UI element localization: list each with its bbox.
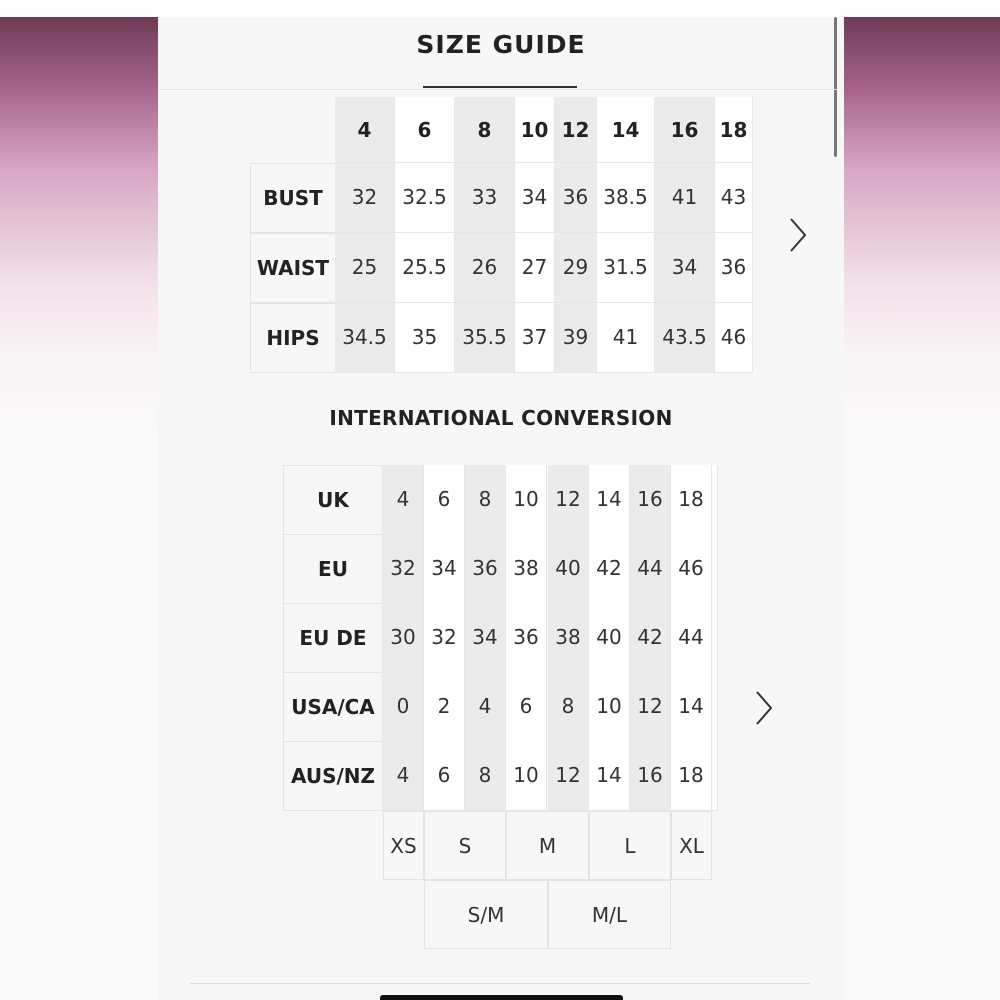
- conversion-value: 12: [548, 465, 589, 535]
- conversion-value: 42: [630, 603, 671, 673]
- letter-size: S: [424, 811, 506, 880]
- conversion-value: 38: [506, 534, 547, 604]
- conversion-value: 46: [671, 534, 712, 604]
- conversion-value: 18: [671, 465, 712, 535]
- measurement-value: 31.5: [597, 233, 655, 303]
- measurement-value: 34: [515, 163, 555, 233]
- measurement-value: 26: [455, 233, 515, 303]
- conversion-value: 6: [424, 465, 465, 535]
- conversion-title: INTERNATIONAL CONVERSION: [329, 406, 673, 430]
- conversion-value: 36: [506, 603, 547, 673]
- conversion-value: 36: [465, 534, 506, 604]
- conversion-value: 8: [465, 741, 506, 811]
- conversion-value: 4: [383, 465, 424, 535]
- measurement-value: 36: [715, 233, 753, 303]
- conversion-value: 10: [589, 672, 630, 742]
- combo-size: M/L: [548, 880, 671, 949]
- measurement-value: 32.5: [395, 163, 455, 233]
- measurement-label: BUST: [250, 163, 336, 233]
- conversion-value: 16: [630, 465, 671, 535]
- chevron-right-icon[interactable]: [751, 688, 777, 728]
- conversion-value: 30: [383, 603, 424, 673]
- conversion-value: 6: [424, 741, 465, 811]
- measurement-value: 43: [715, 163, 753, 233]
- background-right: [844, 17, 1000, 1000]
- table-edge: [712, 465, 718, 811]
- letter-size: L: [589, 811, 671, 880]
- measurement-value: 41: [655, 163, 715, 233]
- measurement-value: 29: [555, 233, 597, 303]
- measurement-value: 39: [555, 303, 597, 373]
- measurement-value: 35.5: [455, 303, 515, 373]
- region-label: USA/CA: [283, 672, 383, 742]
- conversion-value: 44: [671, 603, 712, 673]
- conversion-value: 10: [506, 465, 547, 535]
- region-label: UK: [283, 465, 383, 535]
- conversion-value: 14: [589, 741, 630, 811]
- active-tab-underline: [423, 86, 577, 88]
- measurement-value: 35: [395, 303, 455, 373]
- measurement-value: 34: [655, 233, 715, 303]
- conversion-value: 44: [630, 534, 671, 604]
- conversion-value: 40: [548, 534, 589, 604]
- letter-size: XL: [671, 811, 712, 880]
- measurement-value: 25.5: [395, 233, 455, 303]
- size-header: 8: [455, 97, 515, 163]
- conversion-value: 12: [630, 672, 671, 742]
- measurement-value: 41: [597, 303, 655, 373]
- conversion-value: 4: [465, 672, 506, 742]
- letter-size: M: [506, 811, 589, 880]
- header-divider: [158, 89, 838, 90]
- measurement-value: 38.5: [597, 163, 655, 233]
- conversion-value: 14: [671, 672, 712, 742]
- measurement-value: 33: [455, 163, 515, 233]
- region-label: AUS/NZ: [283, 741, 383, 811]
- conversion-value: 0: [383, 672, 424, 742]
- conversion-value: 38: [548, 603, 589, 673]
- measurement-value: 36: [555, 163, 597, 233]
- measurement-value: 25: [335, 233, 395, 303]
- size-header: 10: [515, 97, 555, 163]
- footer-divider: [190, 983, 810, 984]
- region-label: EU DE: [283, 603, 383, 673]
- combo-size: S/M: [424, 880, 548, 949]
- page-title: SIZE GUIDE: [416, 30, 586, 59]
- conversion-value: 34: [424, 534, 465, 604]
- size-header: 16: [655, 97, 715, 163]
- measurement-value: 32: [335, 163, 395, 233]
- conversion-value: 10: [506, 741, 547, 811]
- conversion-value: 14: [589, 465, 630, 535]
- conversion-value: 18: [671, 741, 712, 811]
- letter-size: XS: [383, 811, 424, 880]
- size-header: 6: [395, 97, 455, 163]
- conversion-value: 8: [465, 465, 506, 535]
- measurement-value: 37: [515, 303, 555, 373]
- background-left: [0, 17, 158, 1000]
- size-header: 12: [555, 97, 597, 163]
- measurement-value: 46: [715, 303, 753, 373]
- conversion-value: 40: [589, 603, 630, 673]
- region-label: EU: [283, 534, 383, 604]
- conversion-value: 8: [548, 672, 589, 742]
- home-indicator: [380, 995, 623, 1000]
- measurement-value: 34.5: [335, 303, 395, 373]
- measurement-value: 43.5: [655, 303, 715, 373]
- measurement-value: 27: [515, 233, 555, 303]
- conversion-value: 16: [630, 741, 671, 811]
- conversion-value: 32: [383, 534, 424, 604]
- size-header: 18: [715, 97, 753, 163]
- conversion-value: 2: [424, 672, 465, 742]
- size-header: 4: [335, 97, 395, 163]
- conversion-value: 6: [506, 672, 547, 742]
- measurement-label: HIPS: [250, 303, 336, 373]
- conversion-value: 32: [424, 603, 465, 673]
- conversion-value: 12: [548, 741, 589, 811]
- chevron-right-icon[interactable]: [785, 215, 811, 255]
- conversion-value: 4: [383, 741, 424, 811]
- conversion-value: 34: [465, 603, 506, 673]
- conversion-value: 42: [589, 534, 630, 604]
- measurement-label: WAIST: [250, 233, 336, 303]
- size-header: 14: [597, 97, 655, 163]
